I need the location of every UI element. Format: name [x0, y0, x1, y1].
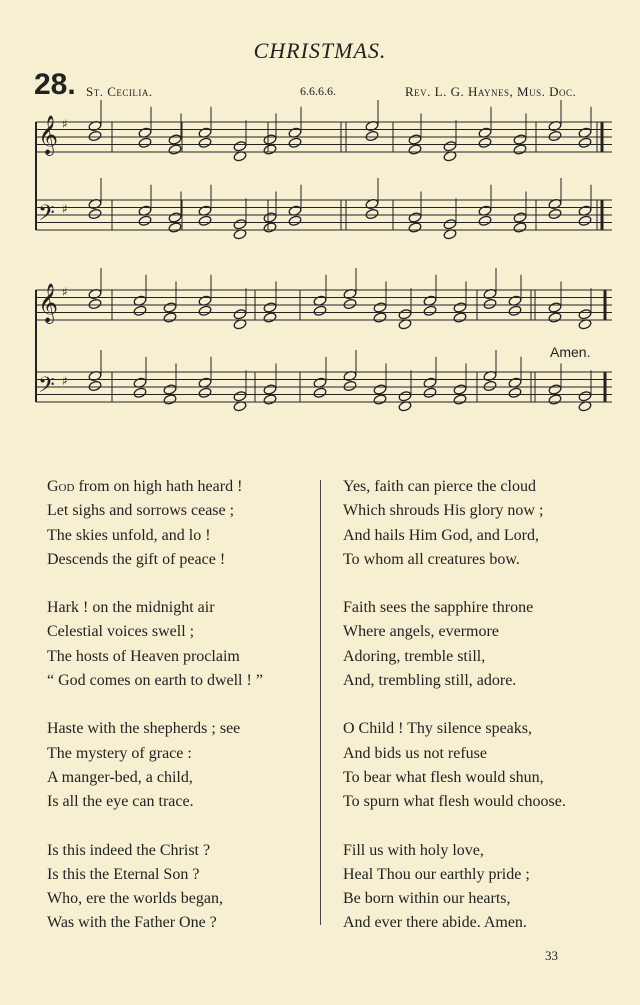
stanza-line: And, trembling still, adore. [343, 672, 517, 690]
stanza-line: Celestial voices swell ; [47, 623, 195, 641]
sharp-icon: ♯ [62, 374, 68, 388]
note-head [365, 208, 379, 220]
note-head [88, 380, 102, 392]
stanza-line: O Child ! Thy silence speaks, [343, 720, 533, 738]
note-head [263, 212, 277, 224]
note-head [198, 305, 212, 317]
stanza-line: The mystery of grace : [47, 744, 192, 762]
stanza-line: Hark ! on the midnight air [47, 599, 215, 617]
stanza-line: A manger-bed, a child, [47, 768, 193, 786]
treble-clef-icon: 𝄞 [38, 283, 59, 323]
note-head [478, 137, 492, 149]
sharp-icon: ♯ [62, 285, 68, 299]
note-head [263, 394, 277, 406]
note-head [423, 305, 437, 317]
note-head [263, 312, 277, 324]
stanza-line: Heal Thou our earthly pride ; [343, 865, 530, 883]
stanza-line: Adoring, tremble still, [343, 647, 486, 665]
sharp-icon: ♯ [62, 202, 68, 216]
stanza-line: Descends the gift of peace ! [47, 550, 226, 568]
note-head [408, 222, 422, 234]
stanza-line: Haste with the shepherds ; see [47, 720, 241, 738]
stanza-5 [343, 475, 613, 572]
note-head [548, 384, 562, 396]
verses-right-column [343, 475, 613, 960]
stanza-line: Is this indeed the Christ ? [47, 841, 211, 859]
verses-left-column [47, 475, 312, 960]
note-head [313, 305, 327, 317]
note-head [233, 308, 247, 320]
first-word: God [47, 478, 75, 495]
stanza-line: To spurn what flesh would choose. [343, 793, 566, 811]
stanza-line: Fill us with holy love, [343, 841, 484, 859]
note-head [398, 308, 412, 320]
bass-clef-icon: 𝄢 [38, 201, 55, 231]
note-head [578, 390, 592, 402]
stanza-line: Where angels, evermore [343, 623, 499, 641]
stanza-6 [343, 596, 613, 693]
note-head [478, 215, 492, 227]
note-head [133, 305, 147, 317]
stanza-line: Is all the eye can trace. [47, 793, 194, 811]
note-head [133, 387, 147, 399]
note-head [263, 222, 277, 234]
note-head [343, 380, 357, 392]
stanza-line: To bear what flesh would shun, [343, 768, 544, 786]
amen-label: Amen. [550, 344, 591, 360]
page-number: 33 [545, 948, 558, 963]
stanza-3 [47, 717, 312, 814]
note-head [288, 215, 302, 227]
note-head [138, 137, 152, 149]
note-head [423, 387, 437, 399]
note-head [483, 380, 497, 392]
stanza-line: Who, ere the worlds began, [47, 890, 223, 908]
note-head [168, 222, 182, 234]
stanza-7 [343, 717, 613, 814]
stanza-2 [47, 596, 312, 693]
note-head [578, 215, 592, 227]
note-head [453, 384, 467, 396]
note-head [163, 394, 177, 406]
bass-clef-icon: 𝄢 [38, 373, 55, 403]
note-head [88, 208, 102, 220]
stanza-line: “ God comes on earth to dwell ! ” [47, 672, 263, 690]
note-head [508, 305, 522, 317]
note-head [263, 134, 277, 146]
note-head [168, 212, 182, 224]
note-head [168, 134, 182, 146]
note-head [373, 384, 387, 396]
note-head [233, 140, 247, 152]
stanza-line: The hosts of Heaven proclaim [47, 647, 240, 665]
note-head [88, 130, 102, 142]
note-head [365, 130, 379, 142]
tune-name: St. Cecilia. [86, 84, 153, 99]
note-head [198, 387, 212, 399]
note-head [88, 298, 102, 310]
note-head [548, 302, 562, 314]
treble-clef-icon: 𝄞 [38, 115, 59, 155]
note-head [233, 218, 247, 230]
stanza-8 [343, 839, 613, 936]
stanza-line [47, 475, 312, 499]
stanza-line: Be born within our hearts, [343, 890, 511, 908]
note-head [483, 298, 497, 310]
note-head [163, 312, 177, 324]
note-head [408, 212, 422, 224]
stanza-line: And bids us not refuse [343, 744, 487, 762]
note-head [408, 144, 422, 156]
note-head [548, 394, 562, 406]
note-head [548, 130, 562, 142]
column-divider [320, 480, 321, 925]
note-head [263, 302, 277, 314]
note-head [168, 144, 182, 156]
stanza-line: Is this the Eternal Son ? [47, 865, 200, 883]
note-head [288, 137, 302, 149]
note-head [513, 212, 527, 224]
note-head [453, 394, 467, 406]
music-score [0, 0, 640, 440]
stanza-line: Faith sees the sapphire throne [343, 599, 534, 617]
note-head [508, 387, 522, 399]
note-head [513, 222, 527, 234]
note-head [513, 134, 527, 146]
stanza-line: Let sighs and sorrows cease ; [47, 502, 235, 520]
note-head [453, 312, 467, 324]
meter: 6.6.6.6. [300, 84, 336, 98]
note-head [443, 218, 457, 230]
note-head [398, 390, 412, 402]
stanza-line: To whom all creatures bow. [343, 550, 520, 568]
note-head [138, 215, 152, 227]
note-head [313, 387, 327, 399]
note-head [548, 208, 562, 220]
page-title: CHRISTMAS. [253, 38, 387, 63]
note-head [578, 308, 592, 320]
sharp-icon: ♯ [62, 117, 68, 131]
stanza-line: Yes, faith can pierce the cloud [343, 478, 536, 495]
note-head [163, 302, 177, 314]
note-head [198, 215, 212, 227]
note-head [548, 312, 562, 324]
note-head [373, 312, 387, 324]
note-head [513, 144, 527, 156]
note-head [263, 144, 277, 156]
stanza-line: Was with the Father One ? [47, 914, 217, 932]
note-head [453, 302, 467, 314]
note-head [408, 134, 422, 146]
note-head [233, 390, 247, 402]
stanza-line: And hails Him God, and Lord, [343, 526, 539, 544]
note-head [578, 137, 592, 149]
stanza-line: And ever there abide. Amen. [343, 914, 527, 932]
stanza-4 [47, 839, 312, 936]
note-head [163, 384, 177, 396]
note-head [373, 302, 387, 314]
note-head [263, 384, 277, 396]
hymn-number: 28. [34, 68, 76, 101]
stanza-line: The skies unfold, and lo ! [47, 526, 211, 544]
stanza-line: Which shrouds His glory now ; [343, 502, 544, 520]
note-head [198, 137, 212, 149]
first-line-rest: from on high hath heard ! [74, 478, 243, 495]
note-head [443, 140, 457, 152]
composer: Rev. L. G. Haynes, Mus. Doc. [405, 84, 577, 99]
note-head [343, 298, 357, 310]
note-head [373, 394, 387, 406]
stanza-1 [47, 475, 312, 572]
